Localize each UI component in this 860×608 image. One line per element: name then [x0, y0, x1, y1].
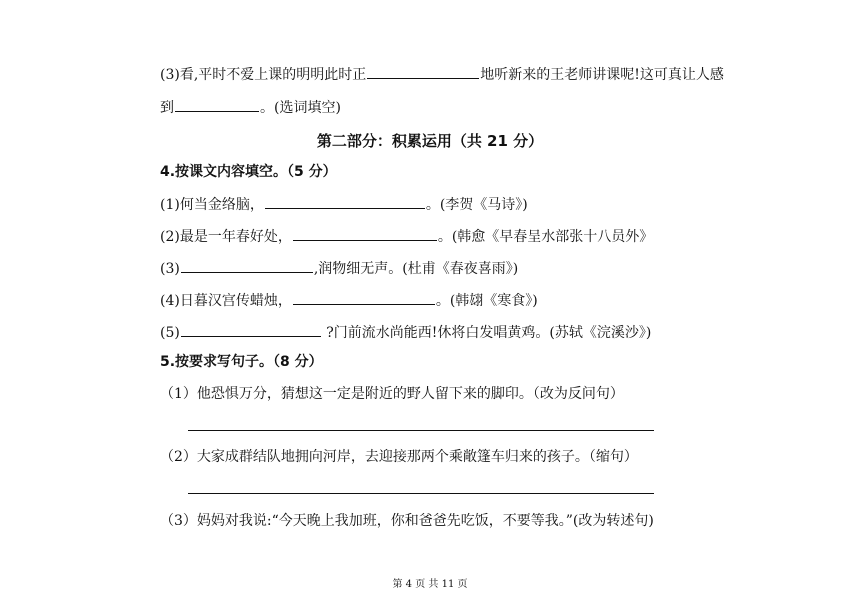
q4-item-5-blank[interactable] [181, 322, 321, 337]
page-footer: 第 4 页 共 11 页 [392, 579, 468, 590]
q4-item-3-blank[interactable] [181, 258, 313, 273]
q5-item-1: （1）他恐惧万分，猜想这一定是附近的野人留下来的脚印。（改为反问句） [160, 386, 624, 402]
q4-item-2-blank[interactable] [293, 226, 437, 241]
q3-item3-line2-before: 到 [160, 100, 174, 116]
q4-item-4 [160, 290, 538, 310]
q3-item3-blank1[interactable] [367, 64, 479, 79]
q4-item-4-before: (4)日暮汉宫传蜡烛， [160, 293, 292, 309]
q3-item3-before: (3)看,平时不爱上课的明明此时正 [160, 67, 367, 83]
q4-item-1 [160, 194, 528, 214]
q3-item3-line1 [160, 64, 724, 84]
q4-item-4-blank[interactable] [293, 290, 435, 305]
q5-item-2-answer-line[interactable] [188, 493, 654, 494]
q4-item-1-blank[interactable] [265, 194, 425, 209]
q4-item-4-after: 。(韩翃《寒食》) [435, 293, 538, 309]
q3-item3-blank2[interactable] [175, 97, 259, 112]
q5-item-2: （2）大家成群结队地拥向河岸，去迎接那两个乘敞篷车归来的孩子。（缩句） [160, 449, 638, 465]
q4-item-2-after: 。(韩愈《早春呈水部张十八员外》 [437, 229, 654, 245]
part2-title: 第二部分：积累运用（共 21 分） [316, 132, 544, 150]
q4-item-1-before: (1)何当金络脑， [160, 197, 264, 213]
q5-item-1-answer-line[interactable] [188, 430, 654, 431]
q4-item-5-before: (5) [160, 325, 180, 341]
q4-item-5 [160, 322, 651, 342]
q4-item-5-after: ?门前流水尚能西!休将白发唱黄鸡。(苏轼《浣溪沙》) [321, 325, 652, 341]
q5-heading: 5.按要求写句子。（8 分） [160, 354, 323, 370]
q4-item-3-after: ,润物细无声。(杜甫《春夜喜雨》) [313, 261, 519, 277]
q4-item-2 [160, 226, 653, 246]
q3-item3-after: 地听新来的王老师讲课呢!这可真让人感 [480, 67, 724, 83]
q4-item-1-after: 。(李贺《马诗》) [425, 197, 528, 213]
q4-item-3-before: (3) [160, 261, 180, 277]
q4-item-2-before: (2)最是一年春好处， [160, 229, 292, 245]
q3-item3-line2-after: 。(选词填空) [260, 100, 341, 116]
q5-item-3: （3）妈妈对我说:“今天晚上我加班，你和爸爸先吃饭，不要等我。”(改为转述句) [160, 513, 654, 529]
q4-heading: 4.按课文内容填空。（5 分） [160, 164, 337, 180]
q4-item-3 [160, 258, 518, 278]
q3-item3-line2 [160, 97, 341, 117]
